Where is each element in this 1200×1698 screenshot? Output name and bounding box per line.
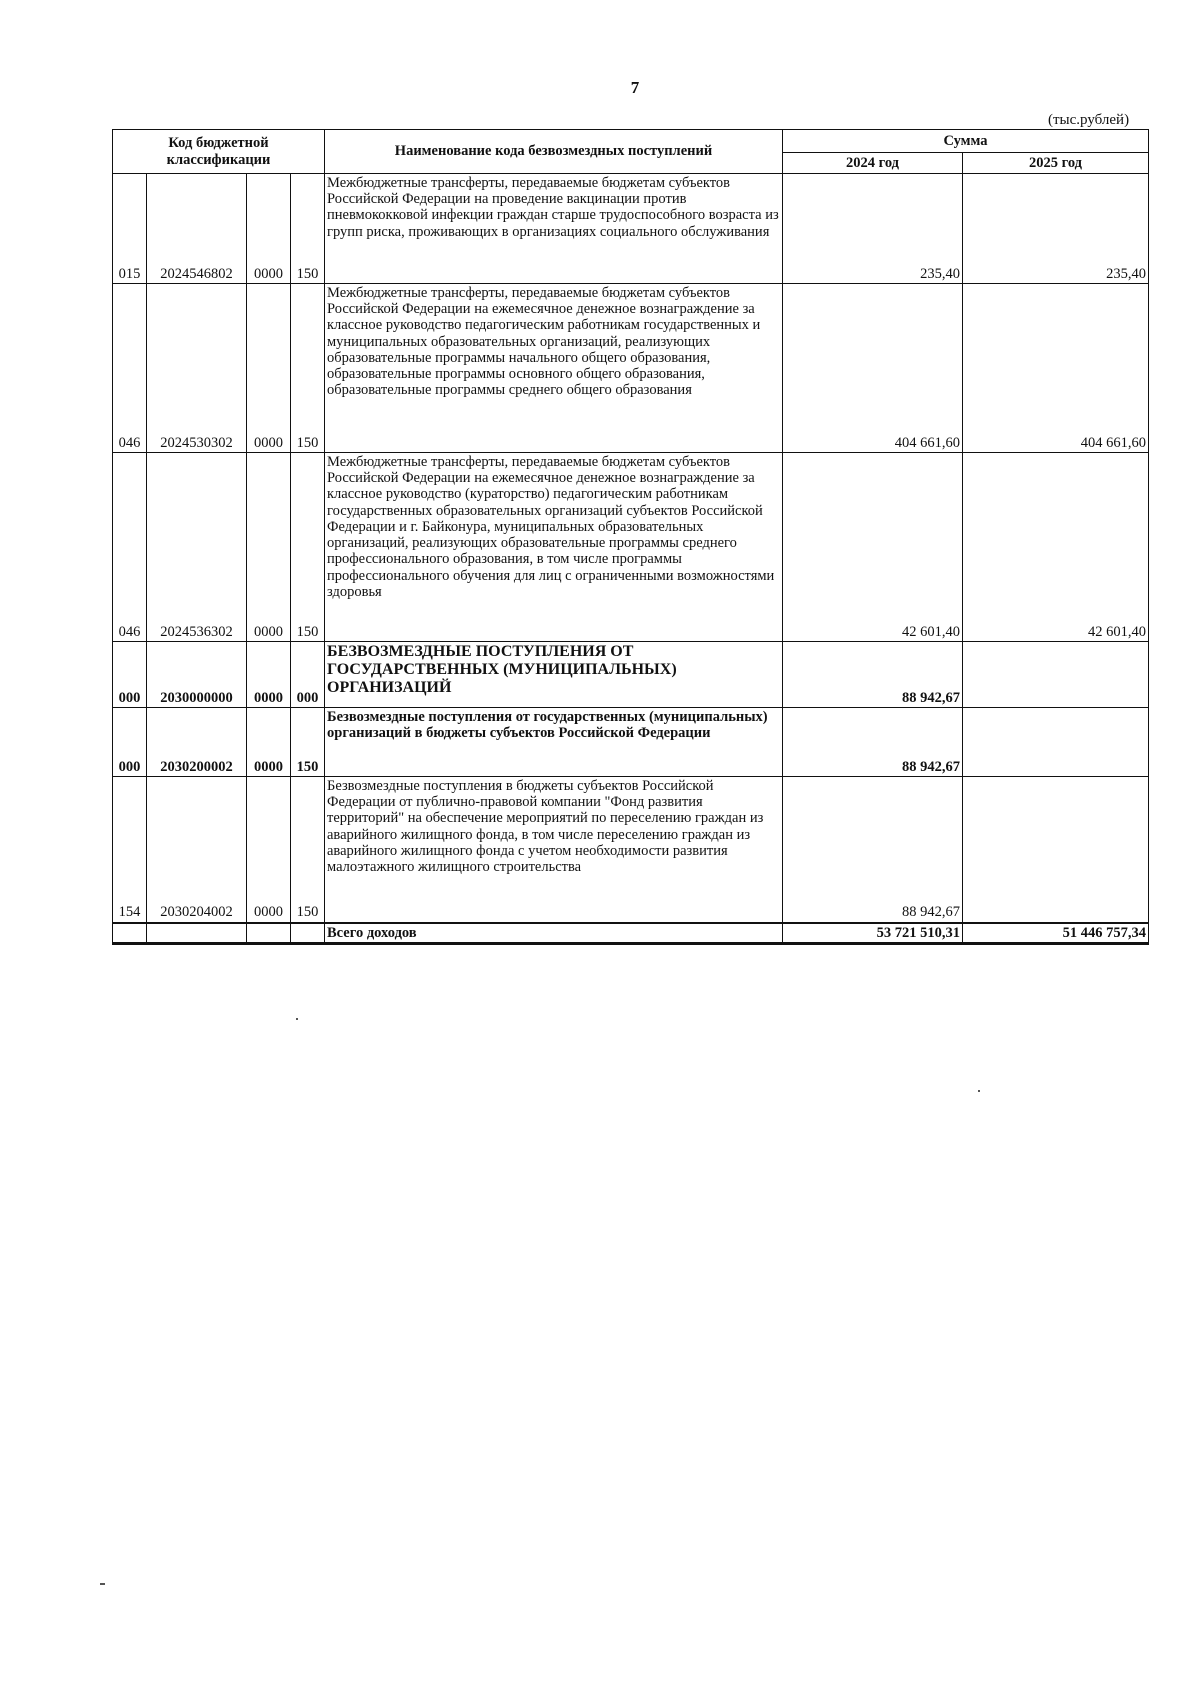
code-economic: 150 xyxy=(291,174,325,284)
amount-2024: 88 942,67 xyxy=(783,777,963,923)
scan-speck xyxy=(100,1583,105,1585)
code-type: 2024546802 xyxy=(147,174,247,284)
table-row xyxy=(113,642,1149,708)
code-program: 0000 xyxy=(247,777,291,923)
scan-speck xyxy=(296,1018,298,1020)
revenue-name: БЕЗВОЗМЕЗДНЫЕ ПОСТУПЛЕНИЯ ОТ ГОСУДАРСТВЕННЫХ (МУНИЦИПАЛЬНЫХ) ОРГАНИЗАЦИЙ xyxy=(325,642,783,708)
code-economic: 000 xyxy=(291,642,325,708)
scan-speck xyxy=(978,1090,980,1092)
amount-2025: 235,40 xyxy=(963,174,1149,284)
code-admin: 154 xyxy=(113,777,147,923)
code-program: 0000 xyxy=(247,453,291,642)
revenue-name: Безвозмездные поступления от государственных (муниципальных) организаций в бюджеты субъектов Российской Федерации xyxy=(325,708,783,777)
code-economic: 150 xyxy=(291,284,325,453)
code-admin: 046 xyxy=(113,284,147,453)
header-year-2025: 2025 год xyxy=(963,153,1149,174)
code-program: 0000 xyxy=(247,642,291,708)
code-type: 2030204002 xyxy=(147,777,247,923)
amount-2025 xyxy=(963,642,1149,708)
total-2024: 53 721 510,31 xyxy=(783,923,963,944)
total-2025: 51 446 757,34 xyxy=(963,923,1149,944)
code-economic: 150 xyxy=(291,708,325,777)
amount-2025 xyxy=(963,708,1149,777)
total-label: Всего доходов xyxy=(325,923,783,944)
table-row xyxy=(113,284,1149,453)
amount-2025 xyxy=(963,777,1149,923)
amount-2024: 42 601,40 xyxy=(783,453,963,642)
code-admin: 046 xyxy=(113,453,147,642)
table-row xyxy=(113,777,1149,923)
amount-2025: 404 661,60 xyxy=(963,284,1149,453)
code-type: 2030200002 xyxy=(147,708,247,777)
code-program: 0000 xyxy=(247,284,291,453)
total-row xyxy=(113,923,1149,944)
amount-2024: 235,40 xyxy=(783,174,963,284)
header-revenue-name: Наименование кода безвозмездных поступлений xyxy=(325,130,783,174)
revenue-name: Межбюджетные трансферты, передаваемые бюджетам субъектов Российской Федерации на ежемесячное денежное вознаграждение за классное руководство (кураторство) педагогическим работникам государственных образовательных организаций субъектов Российской Федерации и г. Байконура, муниципальных образовательных организаций, реализующих образовательные программы среднего профессионального образования, в том числе программы профессионального обучения для лиц с ограниченными возможностями здоровья xyxy=(325,453,783,642)
amount-2025: 42 601,40 xyxy=(963,453,1149,642)
code-admin: 000 xyxy=(113,642,147,708)
revenue-name: Межбюджетные трансферты, передаваемые бюджетам субъектов Российской Федерации на ежемесячное денежное вознаграждение за классное руководство педагогическим работникам государственных и муниципальных образовательных организаций, реализующих образовательные программы начального общего образования, образовательные программы основного общего образования, образовательные программы среднего общего образования xyxy=(325,284,783,453)
amount-2024: 404 661,60 xyxy=(783,284,963,453)
code-type: 2024530302 xyxy=(147,284,247,453)
code-economic: 150 xyxy=(291,777,325,923)
empty-cell xyxy=(291,923,325,944)
code-program: 0000 xyxy=(247,708,291,777)
revenue-name: Безвозмездные поступления в бюджеты субъектов Российской Федерации от публично-правовой компании "Фонд развития территорий" на обеспечение мероприятий по переселению граждан из аварийного жилищного фонда, в том числе переселению граждан из аварийного жилищного фонда с учетом необходимости развития малоэтажного жилищного строительства xyxy=(325,777,783,923)
amount-2024: 88 942,67 xyxy=(783,708,963,777)
units-label: (тыс.рублей) xyxy=(1048,112,1130,128)
table-row xyxy=(113,708,1149,777)
table-row xyxy=(113,174,1149,284)
empty-cell xyxy=(113,923,147,944)
page-number: 7 xyxy=(630,78,640,97)
table-row xyxy=(113,453,1149,642)
code-type: 2024536302 xyxy=(147,453,247,642)
header-year-2024: 2024 год xyxy=(783,153,963,174)
header-budget-code: Код бюджетной классификации xyxy=(113,130,325,174)
header-sum: Сумма xyxy=(783,130,1149,153)
revenue-table xyxy=(112,129,1149,945)
revenue-name: Межбюджетные трансферты, передаваемые бюджетам субъектов Российской Федерации на проведение вакцинации против пневмококковой инфекции граждан старше трудоспособного возраста из групп риска, проживающих в организациях социального обслуживания xyxy=(325,174,783,284)
empty-cell xyxy=(147,923,247,944)
code-economic: 150 xyxy=(291,453,325,642)
empty-cell xyxy=(247,923,291,944)
code-program: 0000 xyxy=(247,174,291,284)
code-admin: 015 xyxy=(113,174,147,284)
code-type: 2030000000 xyxy=(147,642,247,708)
code-admin: 000 xyxy=(113,708,147,777)
amount-2024: 88 942,67 xyxy=(783,642,963,708)
